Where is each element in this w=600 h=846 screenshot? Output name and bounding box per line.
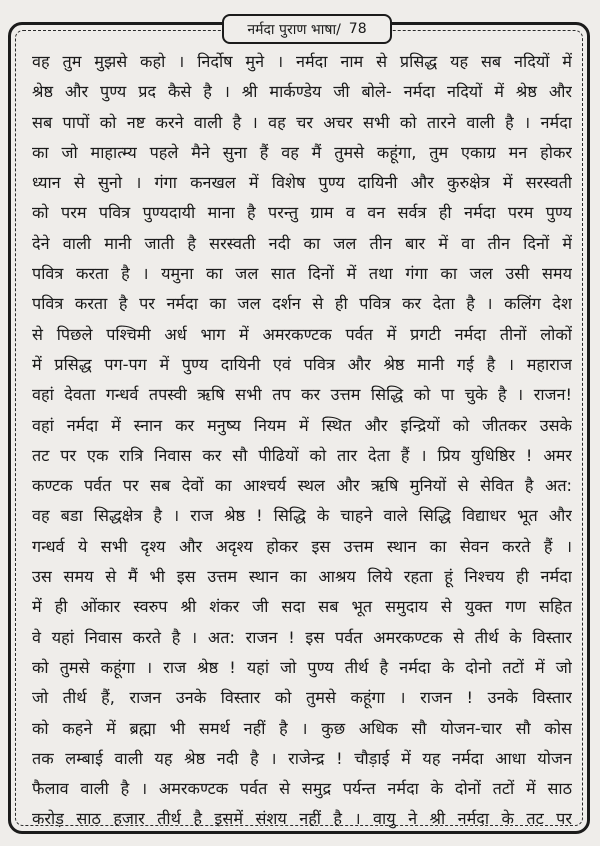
text-line: वहां देवता गन्धर्व तपस्वी ऋषि सभी तप कर उत्तम सिद्धि को पा चुके है । राजन! <box>32 385 572 405</box>
text-line: में प्रसिद्ध पग-पग में पुण्य दायिनी एवं पवित्र और श्रेष्ठ मानी गई है । महाराज <box>32 354 572 374</box>
text-line: तक लम्बाई वाली यह श्रेष्ठ नदी है । राजेन्द्र ! चौड़ाई में यह नर्मदा आधा योजन <box>32 748 572 768</box>
text-line: उस समय से मैं भी इस उत्तम स्थान का आश्रय लिये रहता हूं निश्चय ही नर्मदा <box>32 567 572 587</box>
text-line: देने वाली मानी जाती है सरस्वती नदी का जल तीन बार में वा तीन दिनों में <box>32 233 572 253</box>
text-line: में ही ओंकार स्वरुप श्री शंकर जी सदा सब भूत समुदाय से युक्त गण सहित <box>32 597 572 617</box>
text-line: फैलाव वाली है । अमरकण्टक पर्वत से समुद्र पर्यन्त नर्मदा के दोनों तटों में साठ <box>32 779 572 799</box>
text-line: सब पापों को नष्ट करने वाली है । वह चर अचर सभी को तारने वाली है । नर्मदा <box>32 112 572 132</box>
text-line: पवित्र करता है । यमुना का जल सात दिनों में तथा गंगा का जल उसी समय <box>32 264 572 284</box>
text-line: वहां नर्मदा में स्नान कर मनुष्य नियम में स्थित और इन्द्रियों को जीतकर उसके <box>32 415 572 435</box>
header-title: नर्मदा पुराण भाषा/ <box>247 21 341 38</box>
body-text <box>32 47 572 835</box>
text-line: पवित्र करता है पर नर्मदा का जल दर्शन से ही पवित्र कर देता है । कलिंग देश <box>32 294 572 314</box>
text-line: श्रेष्ठ और पुण्य प्रद कैसे है । श्री मार्कण्डेय जी बोले- नर्मदा नदियों में श्रेष्ठ और <box>32 82 572 102</box>
page-number: 78 <box>348 21 367 37</box>
text-line: को कहने में ब्रह्मा भी समर्थ नहीं है । कुछ अधिक सौ योजन-चार सौ कोस <box>32 718 572 738</box>
text-line: गन्धर्व ये सभी दृश्य और अदृश्य होकर इस उत्तम स्थान का सेवन करते हैं । <box>32 536 572 556</box>
text-line: वह तुम मुझसे कहो । निर्दोष मुने । नर्मदा नाम से प्रसिद्ध यह सब नदियों में <box>32 52 572 71</box>
text-line: से पिछले पश्चिमी अर्ध भाग में अमरकण्टक पर्वत में प्रगटी नर्मदा तीनों लोकों <box>32 324 572 344</box>
text-line: का जो माहात्म्य पहले मैने सुना हैं वह मैं तुमसे कहूंगा, तुम एकाग्र मन होकर <box>32 142 572 162</box>
text-line: वह बडा सिद्धक्षेत्र है । राज श्रेष्ठ ! सिद्धि के चाहने वाले सिद्धि विद्याधर भूत और <box>32 506 572 526</box>
text-line: को परम पवित्र पुण्यदायी माना है परन्तु ग्राम व वन सर्वत्र ही नर्मदा परम पुण्य <box>32 203 572 223</box>
text-line: करोड़ साठ हजार तीर्थ है इसमें संशय नहीं है । वायु ने श्री नर्मदा के तट पर <box>32 809 572 829</box>
text-line: वे यहां निवास करते है । अत: राजन ! इस पर्वत अमरकण्टक से तीर्थ के विस्तार <box>32 627 572 647</box>
text-line: जो तीर्थ हैं, राजन उनके विस्तार को तुमसे कहूंगा । राजन ! उनके विस्तार <box>32 688 572 708</box>
text-line: को तुमसे कहूंगा । राज श्रेष्ठ ! यहां जो पुण्य तीर्थ है नर्मदा के दोनो तटों में जो <box>32 657 572 677</box>
page-header <box>222 14 392 44</box>
text-line: ध्यान से सुनो । गंगा कनखल में विशेष पुण्य दायिनी और कुरुक्षेत्र में सरस्वती <box>32 173 572 193</box>
text-line: तट पर एक रात्रि निवास कर सौ पीढियों को तार देता हैं । प्रिय युधिष्ठिर ! अमर <box>32 445 572 465</box>
text-line: कण्टक पर्वत पर सब देवों का आश्चर्य स्थल और ऋषि मुनियों से सेवित है अत: <box>32 476 572 496</box>
